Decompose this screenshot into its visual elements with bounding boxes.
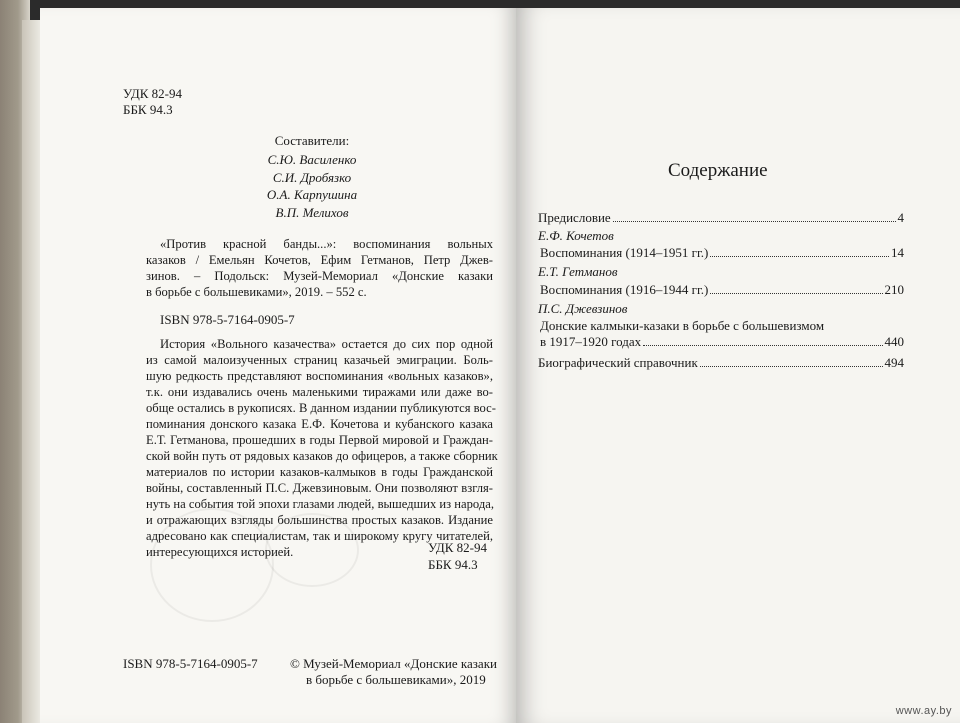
toc-entry-label: Воспоминания (1914–1951 гг.): [540, 245, 709, 260]
compiler-name: С.Ю. Василенко: [267, 152, 357, 167]
annotation-line: ской войн путь от рядовых казаков до офицеров, а также сборник: [146, 449, 498, 463]
bbk-top: ББК 94.3: [123, 102, 173, 117]
annotation-line: войны, составленный П.С. Джевзиновым. Они позволяют взгля-: [146, 481, 493, 495]
isbn-middle: ISBN 978-5-7164-0905-7: [160, 312, 295, 327]
annotation-line: обще остались в рукописях. В данном издании публикуются вос-: [146, 401, 496, 415]
toc-leader-dots: [613, 211, 896, 222]
toc-leader-dots: [643, 335, 882, 346]
bib-line: казаков / Емельян Кочетов, Ефим Гетманов, Петр Джев-: [146, 253, 493, 267]
annotation-line: шую редкость представляют воспоминания «вольных казаков»,: [146, 369, 493, 383]
annotation-line: История «Вольного казачества» остается до сих пор одной: [160, 337, 493, 351]
udk-bottom: УДК 82-94: [428, 540, 488, 555]
copyright-line: © Музей-Мемориал «Донские казаки: [290, 656, 497, 671]
toc-author: Е.Т. Гетманов: [538, 264, 618, 279]
annotation-line: адресовано как специалистам, так и широкому кругу читателей,: [146, 529, 493, 543]
toc-page-number: 210: [884, 282, 904, 297]
udk-top: УДК 82-94: [123, 86, 183, 101]
compiler-name: О.А. Карпушина: [266, 187, 358, 202]
compiler-name: В.П. Мелихов: [275, 205, 349, 220]
annotation-line: поминания донского казака Е.Ф. Кочетова и кубанского казака: [146, 417, 493, 431]
toc-leader-dots: [710, 283, 882, 294]
bib-line: «Против красной банды...»: воспоминания вольных: [160, 237, 493, 251]
bib-line: зинов. – Подольск: Музей-Мемориал «Донские казаки: [146, 269, 493, 283]
toc-entry-label: Воспоминания (1916–1944 гг.): [540, 282, 709, 297]
toc-page-number: 14: [891, 245, 904, 260]
toc-leader-dots: [700, 356, 883, 367]
book-page-edge: [22, 20, 42, 723]
toc-entry-label: Биографический справочник: [538, 355, 698, 370]
toc-entry: [540, 334, 904, 350]
toc-leader-dots: [710, 246, 889, 257]
compiler-name: С.И. Дробязко: [272, 170, 352, 185]
annotation-line: из самой малоизученных страниц казачьей эмиграции. Боль-: [146, 353, 493, 367]
toc-entry-label-line1: Донские калмыки-казаки в борьбе с большевизмом: [540, 318, 825, 333]
bibliographic-description: [146, 236, 493, 300]
annotation-line: и отражающих взгляды большинства простых казаков. Издание: [146, 513, 493, 527]
toc-entry: [540, 245, 904, 261]
toc-page-number: 440: [884, 334, 904, 349]
toc-page-number: 4: [897, 210, 904, 225]
toc-entry: [538, 210, 904, 226]
toc-author: Е.Ф. Кочетов: [538, 228, 614, 243]
isbn-bottom: ISBN 978-5-7164-0905-7: [123, 656, 258, 671]
toc-entry: [540, 282, 904, 298]
toc-entry-label: Предисловие: [538, 210, 611, 225]
annotation-line: т.к. они издавались очень маленькими тиражами или даже во-: [146, 385, 493, 399]
toc-entry-label: в 1917–1920 годах: [540, 334, 642, 349]
toc-title: Содержание: [668, 160, 768, 181]
toc-author: П.С. Джевзинов: [538, 301, 628, 316]
bbk-bottom: ББК 94.3: [428, 557, 478, 572]
annotation-line: Е.Т. Гетманова, прошедших в годы Первой мировой и Граждан-: [146, 433, 493, 447]
toc-entry: [538, 355, 904, 371]
toc-page-number: 494: [884, 355, 904, 370]
annotation-line: нуть на события той эпохи глазами людей, вышедших из народа,: [146, 497, 494, 511]
site-watermark: www.ay.by: [895, 705, 952, 717]
copyright-line: в борьбе с большевиками», 2019: [306, 672, 486, 687]
compilers-heading: Составители:: [274, 133, 350, 148]
annotation-line: интересующихся историей.: [146, 545, 294, 559]
annotation-line: материалов по истории казаков-калмыков в годы Гражданской: [146, 465, 493, 479]
bib-line: в борьбе с большевиками», 2019. – 552 с.: [146, 285, 367, 299]
annotation: [146, 336, 498, 560]
